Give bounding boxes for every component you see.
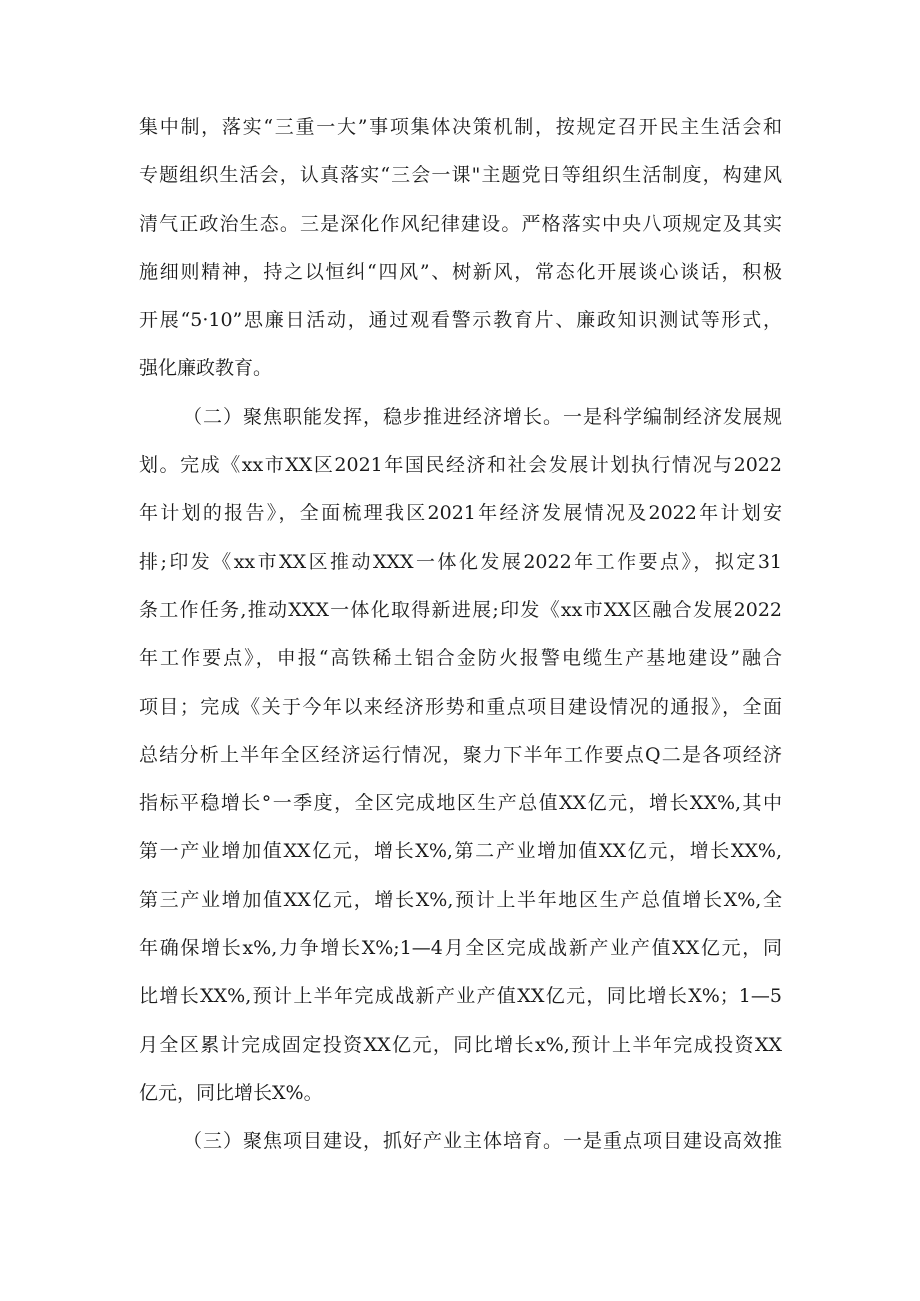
text-line: 开展“5·10”思廉日活动，通过观看警示教育片、廉政知识测试等形式， xyxy=(139,309,782,332)
text-line: 年工作要点》，申报“高铁稀土铝合金防火报警电缆生产基地建设”融合 xyxy=(139,647,782,670)
text-line: 月全区累计完成固定投资XX亿元，同比增长x%,预计上半年完成投资XX xyxy=(139,1033,782,1056)
text-line: 比增长XX%,预计上半年完成战新产业产值XX亿元，同比增长X%；1—5 xyxy=(139,985,782,1008)
body-text xyxy=(139,103,782,1166)
text-line: 年计划的报告》，全面梳理我区2021年经济发展情况及2022年计划安 xyxy=(139,502,782,525)
text-line: 第一产业增加值XX亿元，增长X%,第二产业增加值XX亿元，增长XX%, xyxy=(139,840,782,863)
text-line: 集中制，落实“三重一大”事项集体决策机制，按规定召开民主生活会和 xyxy=(139,116,782,138)
section-heading-line: （三）聚焦项目建设，抓好产业主体培育。一是重点项目建设高效推 xyxy=(183,1130,782,1153)
text-line: 年确保增长x%,力争增长X%;1—4月全区完成战新产业产值XX亿元，同 xyxy=(139,937,782,960)
text-line: 专题组织生活会，认真落实“三会一课"主题党日等组织生活制度，构建风 xyxy=(139,164,782,187)
text-line: 条工作任务,推动XXX一体化取得新进展;印发《xx市XX区融合发展2022 xyxy=(139,598,782,621)
text-line: 强化廉政教育。 xyxy=(139,357,273,380)
text-line: 指标平稳增长°一季度，全区完成地区生产总值XX亿元，增长XX%,其中 xyxy=(139,792,782,815)
section-heading-line: （二）聚焦职能发挥，稳步推进经济增长。一是科学编制经济发展规 xyxy=(183,405,782,428)
text-line: 清气正政治生态。三是深化作风纪律建设。严格落实中央八项规定及其实 xyxy=(139,212,782,235)
text-line: 第三产业增加值XX亿元，增长X%,预计上半年地区生产总值增长X%,全 xyxy=(139,888,782,911)
text-line: 总结分析上半年全区经济运行情况，聚力下半年工作要点Q二是各项经济 xyxy=(139,743,782,766)
text-line: 项目；完成《关于今年以来经济形势和重点项目建设情况的通报》，全面 xyxy=(139,695,782,718)
text-line: 施细则精神，持之以恒纠“四风”、树新风，常态化开展谈心谈话，积极 xyxy=(139,260,782,283)
text-line: 划。完成《xx市XX区2021年国民经济和社会发展计划执行情况与2022 xyxy=(139,454,782,477)
text-line: 排;印发《xx市XX区推动XXX一体化发展2022年工作要点》，拟定31 xyxy=(139,550,782,573)
text-line: 亿元，同比增长X%。 xyxy=(139,1081,323,1104)
